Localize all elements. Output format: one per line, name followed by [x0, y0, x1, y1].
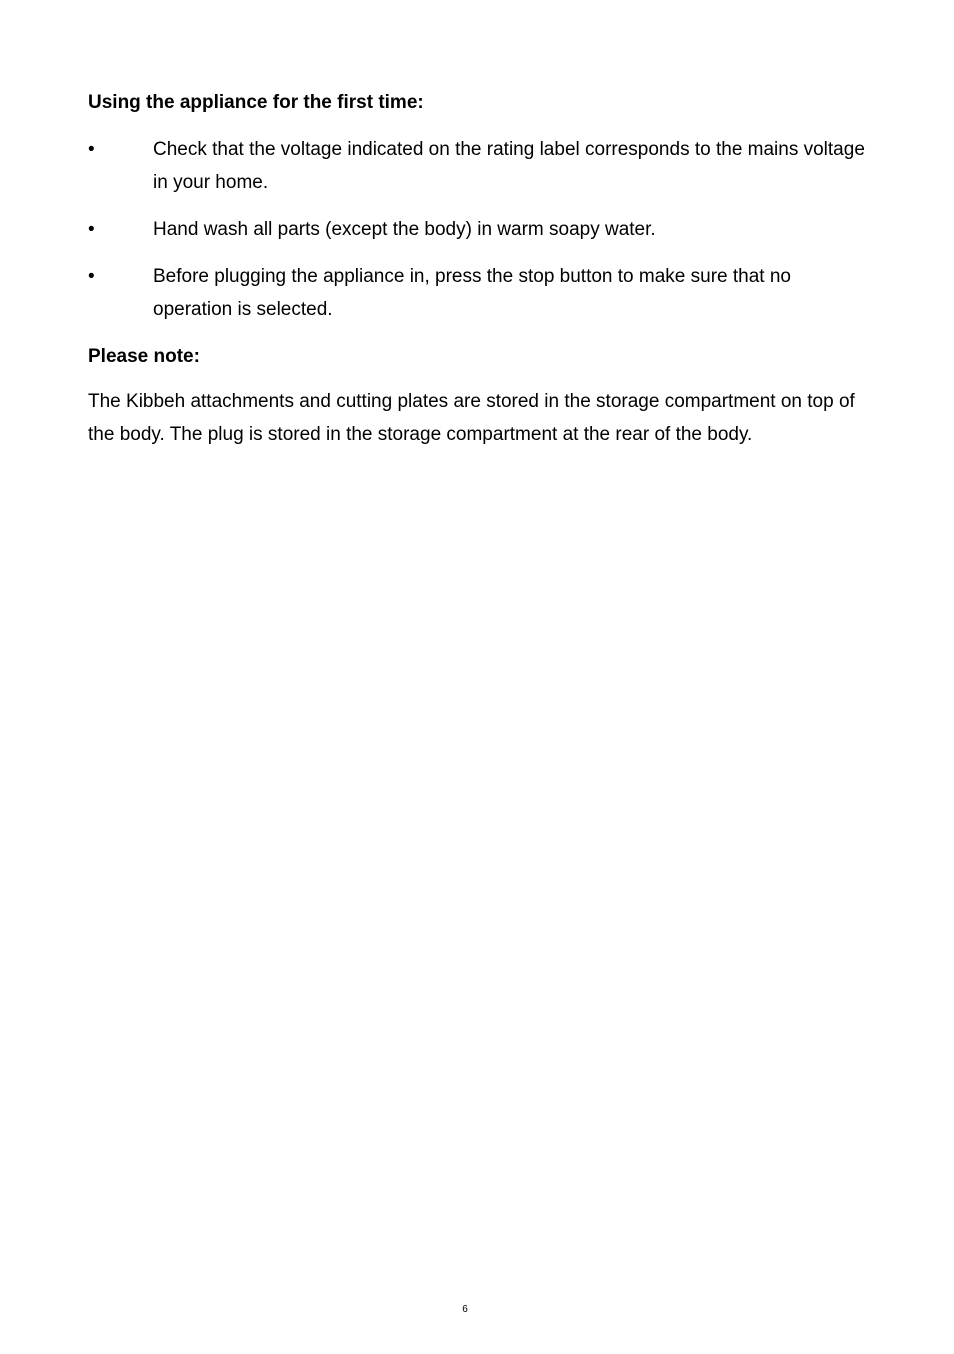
- list-item: [88, 213, 868, 246]
- section-heading: Using the appliance for the first time:: [88, 92, 424, 113]
- page-number: 6: [462, 1304, 468, 1315]
- page-content: [88, 86, 868, 451]
- list-item: [88, 133, 868, 199]
- bullet-icon: •: [88, 219, 95, 240]
- list-item: [88, 260, 868, 326]
- note-heading: Please note:: [88, 346, 200, 367]
- instruction-list: [88, 133, 868, 326]
- bullet-icon: •: [88, 139, 95, 160]
- list-item-text: Check that the voltage indicated on the rating label corresponds to the mains voltage in your home.: [153, 139, 865, 193]
- list-item-text: Before plugging the appliance in, press the stop button to make sure that no operation is selected.: [153, 266, 791, 320]
- bullet-icon: •: [88, 266, 95, 287]
- note-body: The Kibbeh attachments and cutting plates are stored in the storage compartment on top of the body. The plug is stored in the storage compartment at the rear of the body.: [88, 391, 855, 445]
- list-item-text: Hand wash all parts (except the body) in warm soapy water.: [153, 219, 656, 240]
